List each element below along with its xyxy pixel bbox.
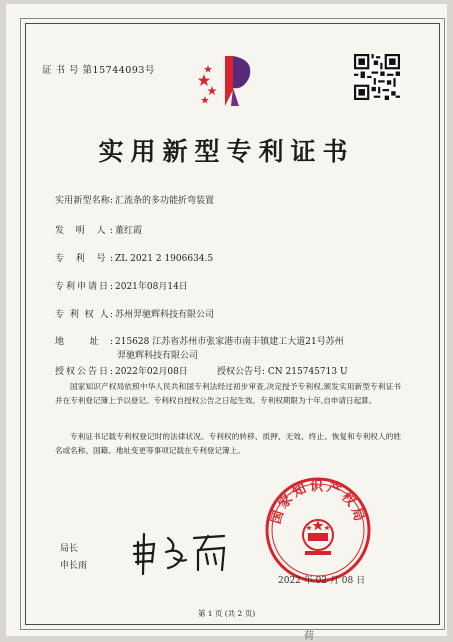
field-label: 授权公告日: xyxy=(55,367,113,377)
field-row-patentee xyxy=(55,307,214,320)
grant-number-label: 授权公告号: xyxy=(217,367,266,377)
field-label: 专 利 号: xyxy=(55,254,113,264)
certificate-title: 实用新型专利证书 xyxy=(98,137,355,166)
field-value: 2022年02月08日 xyxy=(115,367,188,377)
svg-text:国家知识产权局 xyxy=(268,478,367,526)
seal-text: 国家知识产权局 xyxy=(268,479,368,526)
director-title: 局长 xyxy=(60,544,79,554)
field-label: 专 利 权 人: xyxy=(55,310,113,320)
field-row-grant-date xyxy=(55,364,188,377)
field-label: 专利申请日: xyxy=(55,282,113,292)
field-row-patent-number xyxy=(55,251,213,264)
director-name: 申长雨 xyxy=(60,561,88,571)
grant-number xyxy=(217,364,348,377)
field-value: 苏州羿驰辉科技有限公司 xyxy=(115,310,215,320)
qr-code-icon xyxy=(354,54,400,100)
field-value: 2021年08月14日 xyxy=(115,282,188,292)
field-row-name xyxy=(55,193,214,206)
field-label: 发 明 人: xyxy=(55,226,113,236)
field-row-filing-date xyxy=(55,279,188,292)
address-line-2: 羿驰辉科技有限公司 xyxy=(117,351,199,361)
legal-status-paragraph: 专利证书记载专利权登记时的法律状况。专利权的转移、质押、无效、终止、恢复和专利权人的姓名或名称、国籍、地址变更等事项记载在专利登记簿上。 xyxy=(55,432,401,455)
field-label: 地 址: xyxy=(55,337,113,347)
handwritten-mark: 荷 xyxy=(304,631,314,642)
grant-number-value: CN 215745713 U xyxy=(267,367,348,377)
page-number: 第 1 页 (共 2 页) xyxy=(197,609,256,618)
official-seal-icon xyxy=(263,475,373,585)
field-value: 215628 江苏省苏州市张家港市南丰镇建工大道21号苏州 xyxy=(115,337,344,347)
field-value: ZL 2021 2 1906634.5 xyxy=(115,254,214,264)
field-row-address xyxy=(55,334,344,347)
field-value: 董红霞 xyxy=(115,226,143,236)
director-signature-icon xyxy=(128,528,238,576)
field-value: 汇流条的多功能折弯装置 xyxy=(115,196,215,206)
grant-statement-paragraph: 国家知识产权局依照中华人民共和国专利法经过初步审查,决定授予专利权,颁发实用新型专利证书并在专利登记簿上予以登记。专利权自授权公告之日起生效。专利权期限为十年,自申请日起算。 xyxy=(55,382,401,405)
field-label: 实用新型名称: xyxy=(55,196,113,206)
field-row-inventor xyxy=(55,223,142,236)
certificate-number: 证 书 号 第15744093号 xyxy=(42,65,155,76)
patent-office-emblem-icon xyxy=(195,50,257,112)
seal-date: 2022 年 02 月 08 日 xyxy=(278,576,366,586)
